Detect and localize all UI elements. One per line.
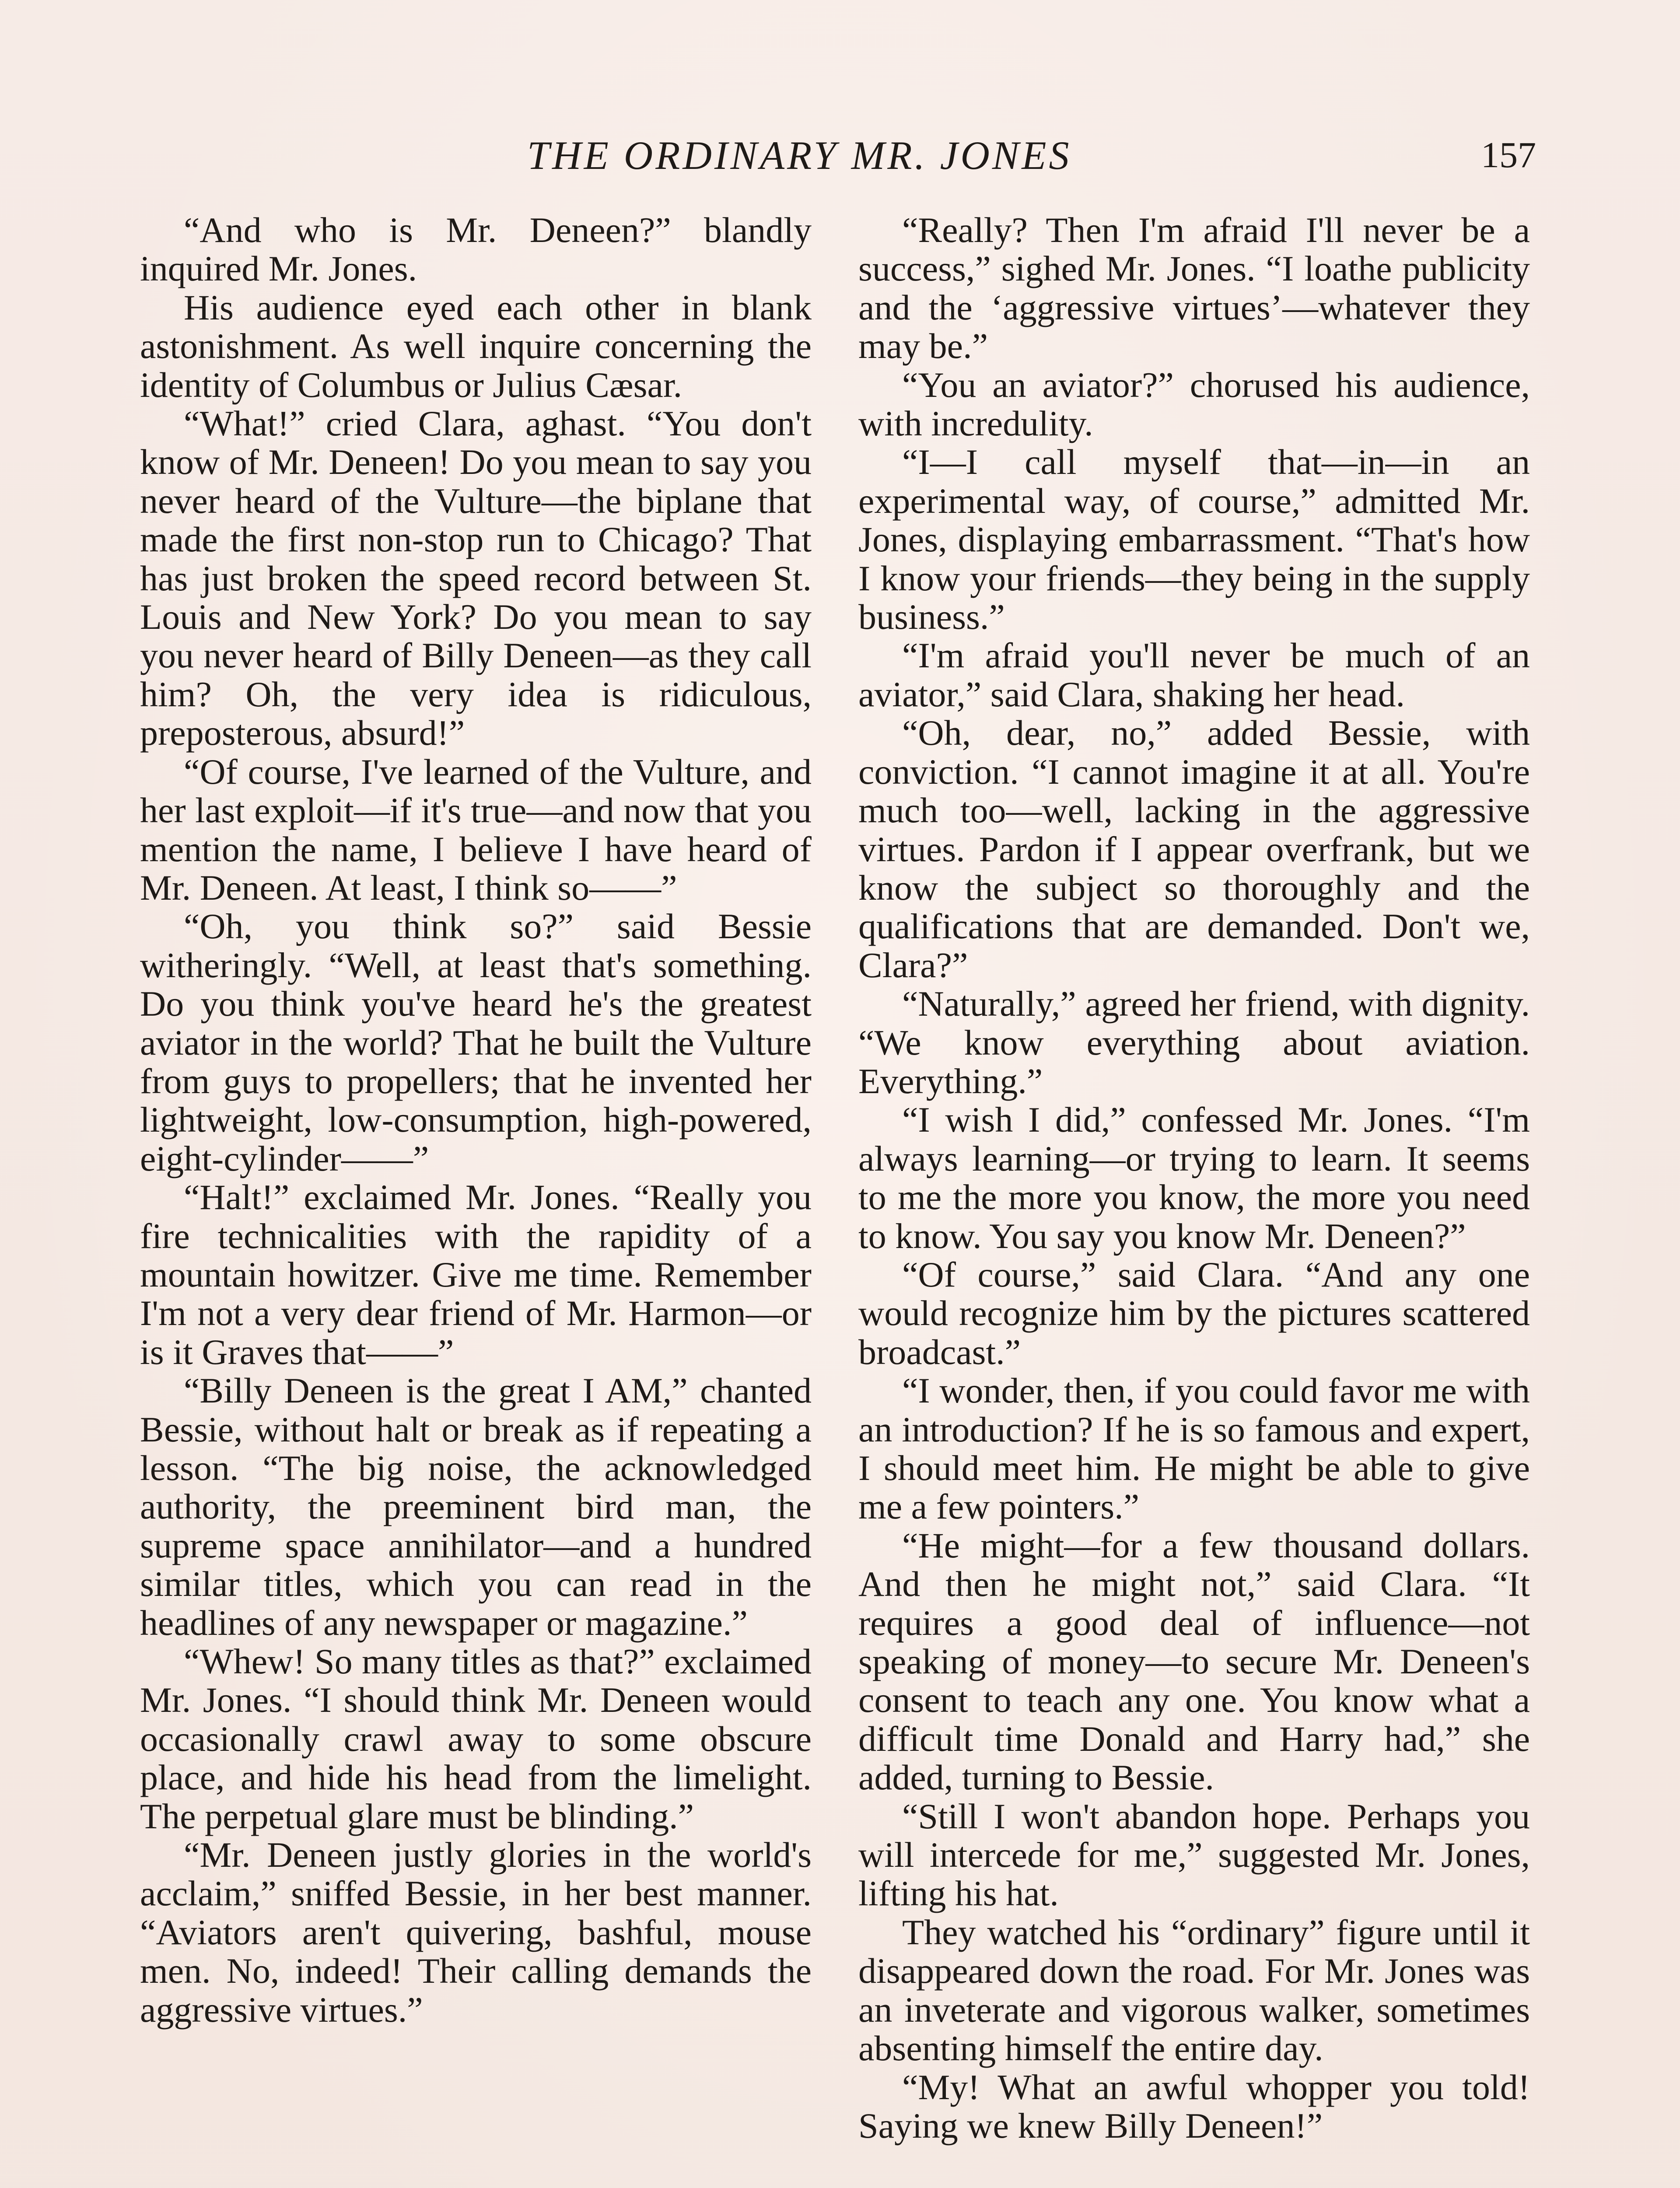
paragraph: “Naturally,” agreed her friend, with dignity. “We know everything about aviation. Everything.” [858, 984, 1530, 1101]
paragraph: “Halt!” exclaimed Mr. Jones. “Really you fire technicalities with the rapidity of a mountain howitzer. Give me time. Remember I'm not a very dear friend of Mr. Harmon—or is it Graves that——” [140, 1177, 812, 1372]
running-head [0, 127, 1680, 193]
paragraph: “You an aviator?” chorused his audience, with incredulity. [858, 365, 1530, 444]
paragraph: “Of course,” said Clara. “And any one would recognize him by the pictures scattered broadcast.” [858, 1254, 1530, 1372]
paragraph: “What!” cried Clara, aghast. “You don't know of Mr. Deneen! Do you mean to say you never heard of the Vulture—the biplane that made the first non-stop run to Chicago? That has just broken the speed record between St. Louis and New York? Do you mean to say you never heard of Billy Deneen—as they call him? Oh, the very idea is ridiculous, preposterous, absurd!” [140, 403, 812, 753]
running-title: THE ORDINARY MR. JONES [527, 133, 1072, 178]
paragraph: “My! What an awful whopper you told! Saying we knew Billy Deneen!” [858, 2067, 1530, 2146]
paragraph: “He might—for a few thousand dollars. And then he might not,” said Clara. “It requires a good deal of influence—not speaking of money—to secure Mr. Deneen's consent to teach any one. You know what a difficult time Donald and Harry had,” she added, turning to Bessie. [858, 1525, 1530, 1798]
paragraph: His audience eyed each other in blank astonishment. As well inquire concerning the identity of Columbus or Julius Cæsar. [140, 287, 812, 405]
paragraph: They watched his “ordinary” figure until it disappeared down the road. For Mr. Jones was an inveterate and vigorous walker, sometimes absenting himself the entire day. [858, 1912, 1530, 2069]
paragraph: “Billy Deneen is the great I AM,” chanted Bessie, without halt or break as if repeating a lesson. “The big noise, the acknowledged authority, the preeminent bird man, the supreme space annihilator—and a hundred similar titles, which you can read in the headlines of any newspaper or magazine.” [140, 1371, 812, 1643]
paragraph: “Of course, I've learned of the Vulture, and her last exploit—if it's true—and now that you mention the name, I believe I have heard of Mr. Deneen. At least, I think so——” [140, 751, 812, 908]
left-column [140, 211, 812, 2029]
paragraph: “I—I call myself that—in—in an experimental way, of course,” admitted Mr. Jones, displaying embarrassment. “That's how I know your friends—they being in the supply business.” [858, 442, 1530, 637]
paragraph: “Still I won't abandon hope. Perhaps you will intercede for me,” suggested Mr. Jones, lifting his hat. [858, 1796, 1530, 1914]
paragraph: “Oh, you think so?” said Bessie witheringly. “Well, at least that's something. Do you think you've heard he's the greatest aviator in the world? That he built the Vulture from guys to propellers; that he invented her lightweight, low-consumption, high-powered, eight-cylinder——” [140, 906, 812, 1178]
page-number: 157 [1481, 135, 1536, 175]
paragraph: “Whew! So many titles as that?” exclaimed Mr. Jones. “I should think Mr. Deneen would occasionally crawl away to some obscure place, and hide his head from the limelight. The perpetual glare must be blinding.” [140, 1641, 812, 1836]
paragraph: “Oh, dear, no,” added Bessie, with conviction. “I cannot imagine it at all. You're much too—well, lacking in the aggressive virtues. Pardon if I appear overfrank, but we know the subject so thoroughly and the qualifications that are demanded. Don't we, Clara?” [858, 713, 1530, 985]
paragraph: “Mr. Deneen justly glories in the world's acclaim,” sniffed Bessie, in her best manner. “Aviators aren't quivering, bashful, mouse men. No, indeed! Their calling demands the aggressive virtues.” [140, 1835, 812, 2030]
paragraph: “I wonder, then, if you could favor me with an introduction? If he is so famous and expert, I should meet him. He might be able to give me a few pointers.” [858, 1371, 1530, 1527]
paragraph: “Really? Then I'm afraid I'll never be a success,” sighed Mr. Jones. “I loathe publicity and the ‘aggressive virtues’—whatever they may be.” [858, 210, 1530, 366]
right-column [858, 211, 1530, 2145]
paragraph: “I'm afraid you'll never be much of an aviator,” said Clara, shaking her head. [858, 635, 1530, 714]
paragraph: “And who is Mr. Deneen?” blandly inquired Mr. Jones. [140, 210, 812, 289]
paragraph: “I wish I did,” confessed Mr. Jones. “I'm always learning—or trying to learn. It seems to me the more you know, the more you need to know. You say you know Mr. Deneen?” [858, 1100, 1530, 1256]
